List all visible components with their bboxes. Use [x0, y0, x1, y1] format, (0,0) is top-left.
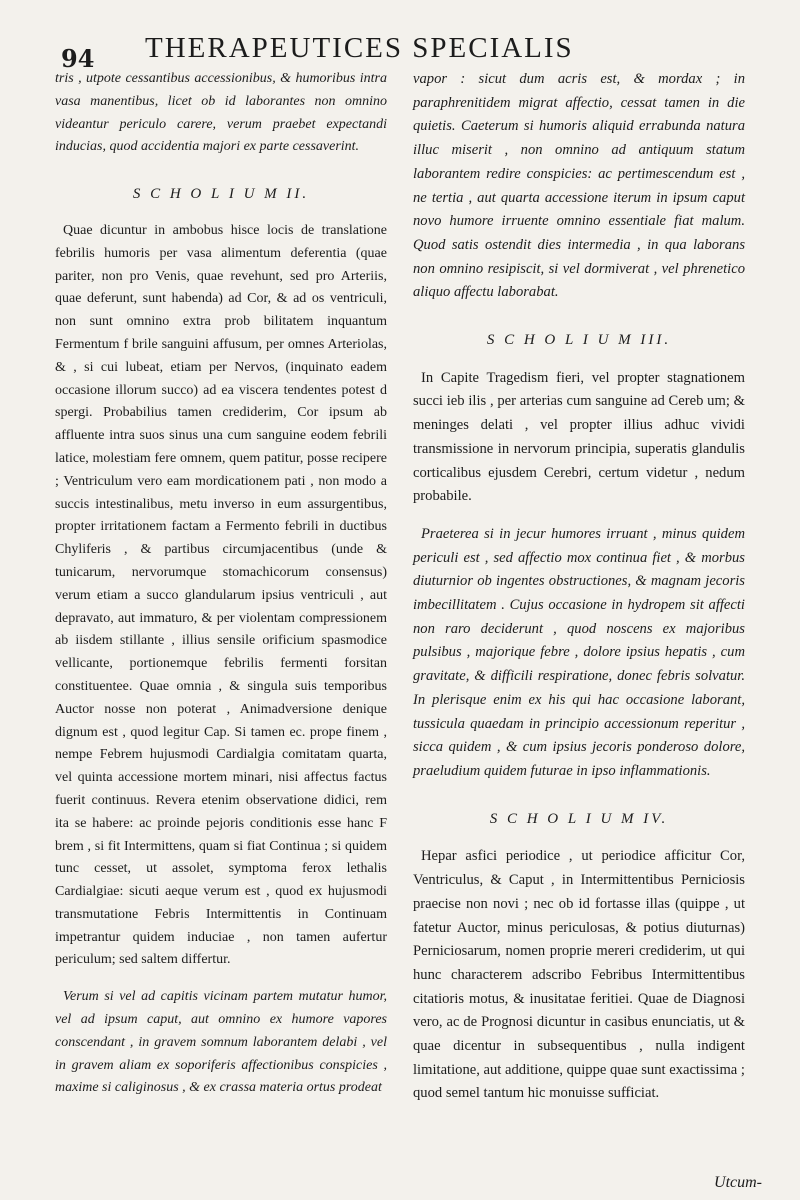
left-column: [55, 68, 387, 1100]
scholium-iii-heading: S C H O L I U M III.: [486, 332, 672, 349]
scholium-ii-heading: S C H O L I U M II.: [132, 186, 310, 203]
left-paragraph-3: Verum si vel ad capitis vicinam partem mutatur humor, vel ad ipsum caput, aut omnino ex humore vapores conscendant , in gravem somnum laborantem delabi , vel in gravem aliam ex soporiferis affectionibus conspicies , maxime si caliginosus , & ex crassa materia ortus prodeat: [55, 989, 387, 1096]
right-paragraph-1: vapor : sicut dum acris est, & mordax ; in paraphrenitidem migrat affectio, cessat tamen in die quietis. Caeterum si humoris aliquid errabunda natura illuc miserit , non omnino ad antiquum statum laborantem redire conspicies: ac pertimescendum est , ne tertia , aut quarta accessione iterum in ipsum caput novo humore irruente omnino essentiale fiat malum. Quod satis ostendit dies intermedia , in qua laborans non omnino resipiscit, si vel dormiverat , vel phrenetico aliquo affectu laborabat.: [413, 71, 745, 301]
right-column: [413, 68, 745, 1106]
page-number: 94: [61, 44, 95, 73]
scholium-iv-heading: S C H O L I U M IV.: [489, 810, 669, 827]
catchword: Utcum-: [714, 1174, 762, 1191]
left-paragraph-1: tris , utpote cessantibus accessionibus, & humoribus intra vasa manentibus, licet ob id laborantes non omnino videantur periculo carere, verum praebet expectandi inducias, quod accidentia majori ex parte cessaverint.: [55, 71, 387, 155]
right-paragraph-4: Hepar asfici periodice , ut periodice afficitur Cor, Ventriculus, & Caput , in Intermittentibus Perniciosis praecise non novi ; nec ob id fortasse illas (quippe , ut fatetur Auctor, minus periculosas, & potius diuturnas) Perniciosarum, nomen proprie mereri crediderim, ut qui hunc characterem adscribo Febribus Intermittentibus citatioris motus, & inusitatae feritiei. Quae de Diagnosi vero, ac de Prognosi dicuntur in casibus enunciatis, ut & quae dicentur in subsequentibus , nulla indigent limitatione, aut additione, quippe quae sunt exactissima ; quod semel tantum hic monuisse sufficiat.: [413, 848, 745, 1102]
right-paragraph-2: In Capite Tragedism fieri, vel propter stagnationem succi ieb ilis , per arterias cum sanguine ad Cereb um; & meninges delati , vel propter illius adhuc vividi transmissione in nervorum principia, superatis glandulis corticalibus ejusdem Cerebri, certum videtur , nedum probabile.: [413, 369, 745, 505]
left-paragraph-2: Quae dicuntur in ambobus hisce locis de translatione febrilis humoris per vasa alimentum deferentia (quae pariter, non pro Venis, quae revehunt, sed pro Arteriis, quae deferunt, sunt habenda) ad Cor, & ad os ventriculi, non sunt omnino extra prob bilitatem inquantum Fermentum f brile sanguini affusum, per omnes Arteriolas, & , si cui lubeat, etiam per Nervos, (inquinato eadem occasione illorum succo) ad ea viscera tendentes potest d spergi. Probabilius tamen crediderim, Cor ipsum ab affluente intra suos sinus una cum sanguine eodem febrili latice, molestiam fere omnem, quem patitur, posse recipere ; Ventriculum vero eam mordicationem pati , non modo a succis intestinalibus, metu inverso in eum assurgentibus, propter irritationem factam a Fermento febrili in ductibus Chyliferis , & partibus circumjacentibus (unde & tunicarum, nervorumque stomachicorum consensus) verum etiam a succo glandularum ipsius ventriculi , aut depravato, aut immaturo, & per violentam compressionem ab iisdem stillante , illius sensile orificium spasmodice vellicante, portionemque febrilis fermenti forsitan constituentee. Quae omnia , & singula suis temporibus Auctor nosse non poterat , Animadversione denique dignum est , quod legitur Cap. Si tamen ec. prope finem , nempe Febrem hujusmodi Cardialgia comitatam quarta, vel quinta accessione mortem minari, nisi affectus factus fuerit continuus. Revera etenim observatione didici, rem ita se habere: ac proinde pejoris conditionis esse hanc F brem , si fit Intermittens, quam si fiat Continua ; si quidem tunc cesset, ut assolet, symptoma ferox lethalis Cardialgiae: sicuti aeque verum est , quod ex hujusmodi transmutatione Febris Intermittentis in Continuam impetrantur quidem induciae , non tamen aufertur periculum; sed saltem differtur.: [55, 222, 387, 968]
right-paragraph-3: Praeterea si in jecur humores irruant , minus quidem periculi est , sed affectio mox continua fiet , & morbus diuturnior ob ingentes obstructiones, & magnam jecoris imbecillitatem . Cujus occasione in hydropem sit affecti non raro deciderunt , quod noscens ex majoribus pulsibus , majorique febre , dolore ipsius hepatis , cum gravitate, & difficili respiratione, donec febris solvatur. In plerisque enim ex his qui hac occasione laborant, tussicula quaedam in principio accessionum reperitur , sicca quidem , & cum ipsius jecoris ponderoso dolore, praeludium quidem futurae in ipso inflammationis.: [413, 525, 745, 779]
page-header: [55, 18, 755, 73]
running-title: THERAPEUTICES SPECIALIS: [145, 32, 574, 64]
